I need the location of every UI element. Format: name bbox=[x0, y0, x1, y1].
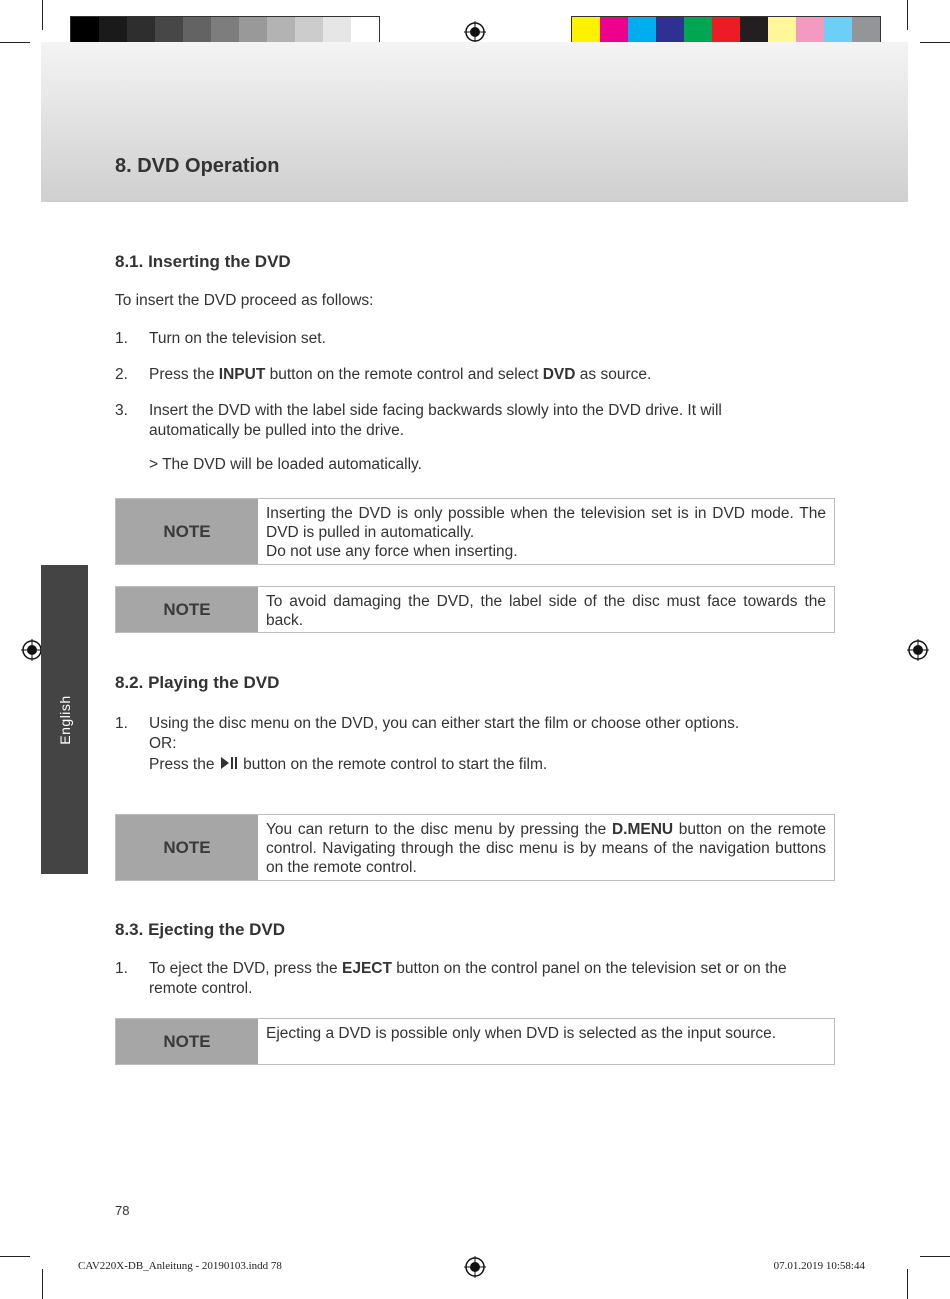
step-number: 1. bbox=[115, 715, 128, 732]
step-number: 3. bbox=[115, 402, 128, 419]
color-swatch bbox=[99, 17, 127, 45]
note-label: NOTE bbox=[116, 815, 258, 880]
dmenu-button-ref: D.MENU bbox=[611, 821, 674, 838]
color-swatch bbox=[600, 17, 628, 45]
crop-mark bbox=[907, 1269, 908, 1299]
chapter-header-band bbox=[41, 42, 908, 202]
color-swatch bbox=[572, 17, 600, 45]
crop-mark bbox=[920, 42, 950, 43]
note-box bbox=[115, 814, 835, 881]
color-swatch bbox=[183, 17, 211, 45]
color-swatch bbox=[684, 17, 712, 45]
color-swatch bbox=[295, 17, 323, 45]
color-swatch bbox=[852, 17, 880, 45]
crop-mark bbox=[920, 1256, 950, 1257]
note-box bbox=[115, 586, 835, 633]
step-text: Press the INPUT button on the remote control and select DVD as source. bbox=[149, 366, 652, 383]
color-swatch bbox=[323, 17, 351, 45]
section-title-ejecting: 8.3. Ejecting the DVD bbox=[115, 920, 286, 939]
registration-target-icon bbox=[907, 639, 929, 661]
page-number: 78 bbox=[115, 1203, 130, 1218]
step-text: Turn on the television set. bbox=[149, 330, 326, 347]
color-swatch bbox=[267, 17, 295, 45]
print-slug-file: CAV220X-DB_Anleitung - 20190103.indd 78 bbox=[78, 1260, 282, 1272]
crop-mark bbox=[42, 0, 43, 30]
step-text: Using the disc menu on the DVD, you can either start the film or choose other options. OR: Press the button on the remote control to start the film. bbox=[149, 715, 740, 773]
note-text: To avoid damaging the DVD, the label side of the disc must face towards the back. bbox=[266, 593, 826, 629]
note-box bbox=[115, 498, 835, 565]
color-swatch bbox=[768, 17, 796, 45]
color-swatch bbox=[71, 17, 99, 45]
color-swatch bbox=[824, 17, 852, 45]
color-swatch bbox=[211, 17, 239, 45]
crop-mark bbox=[907, 0, 908, 30]
language-side-tab bbox=[41, 565, 88, 874]
dvd-source-ref: DVD bbox=[542, 366, 576, 383]
language-label: English bbox=[56, 694, 73, 745]
step-text: To eject the DVD, press the EJECT button on the control panel on the television set or on the remote control. bbox=[149, 960, 787, 997]
color-swatch bbox=[740, 17, 768, 45]
chapter-title: 8. DVD Operation bbox=[115, 155, 280, 177]
color-swatch bbox=[127, 17, 155, 45]
result-text: > The DVD will be loaded automatically. bbox=[149, 456, 422, 473]
input-button-ref: INPUT bbox=[218, 366, 266, 383]
note-label: NOTE bbox=[116, 1019, 258, 1064]
crop-mark bbox=[0, 1256, 30, 1257]
registration-target-icon bbox=[464, 21, 486, 43]
eject-button-ref: EJECT bbox=[341, 960, 392, 977]
note-text: Ejecting a DVD is possible only when DVD is selected as the input source. bbox=[266, 1025, 777, 1042]
crop-mark bbox=[42, 1269, 43, 1299]
registration-target-icon bbox=[464, 1256, 486, 1278]
color-swatch bbox=[656, 17, 684, 45]
color-swatch bbox=[628, 17, 656, 45]
registration-target-icon bbox=[21, 639, 43, 661]
step-number: 1. bbox=[115, 330, 128, 347]
step-number: 2. bbox=[115, 366, 128, 383]
note-label: NOTE bbox=[116, 499, 258, 564]
section-title-playing: 8.2. Playing the DVD bbox=[115, 673, 280, 692]
crop-mark bbox=[0, 42, 30, 43]
note-text: Inserting the DVD is only possible when the television set is in DVD mode. The DVD is pulled in automatically. Do not use any force when inserting. bbox=[266, 505, 826, 560]
color-swatch bbox=[796, 17, 824, 45]
intro-text: To insert the DVD proceed as follows: bbox=[115, 292, 374, 309]
color-swatch bbox=[155, 17, 183, 45]
step-number: 1. bbox=[115, 960, 128, 977]
note-label: NOTE bbox=[116, 587, 258, 632]
play-pause-icon bbox=[219, 756, 239, 770]
note-text: You can return to the disc menu by pressing the D.MENU button on the remote control. Navigating through the disc menu is by means of the navigation buttons on the remote control. bbox=[266, 821, 826, 876]
color-swatch bbox=[351, 17, 379, 45]
color-swatch bbox=[712, 17, 740, 45]
print-slug-date: 07.01.2019 10:58:44 bbox=[773, 1260, 865, 1272]
note-box bbox=[115, 1018, 835, 1065]
step-text: Insert the DVD with the label side facing backwards slowly into the DVD drive. It will automatically be pulled into the drive. bbox=[149, 402, 722, 439]
color-swatch bbox=[239, 17, 267, 45]
section-title-inserting: 8.1. Inserting the DVD bbox=[115, 252, 291, 271]
